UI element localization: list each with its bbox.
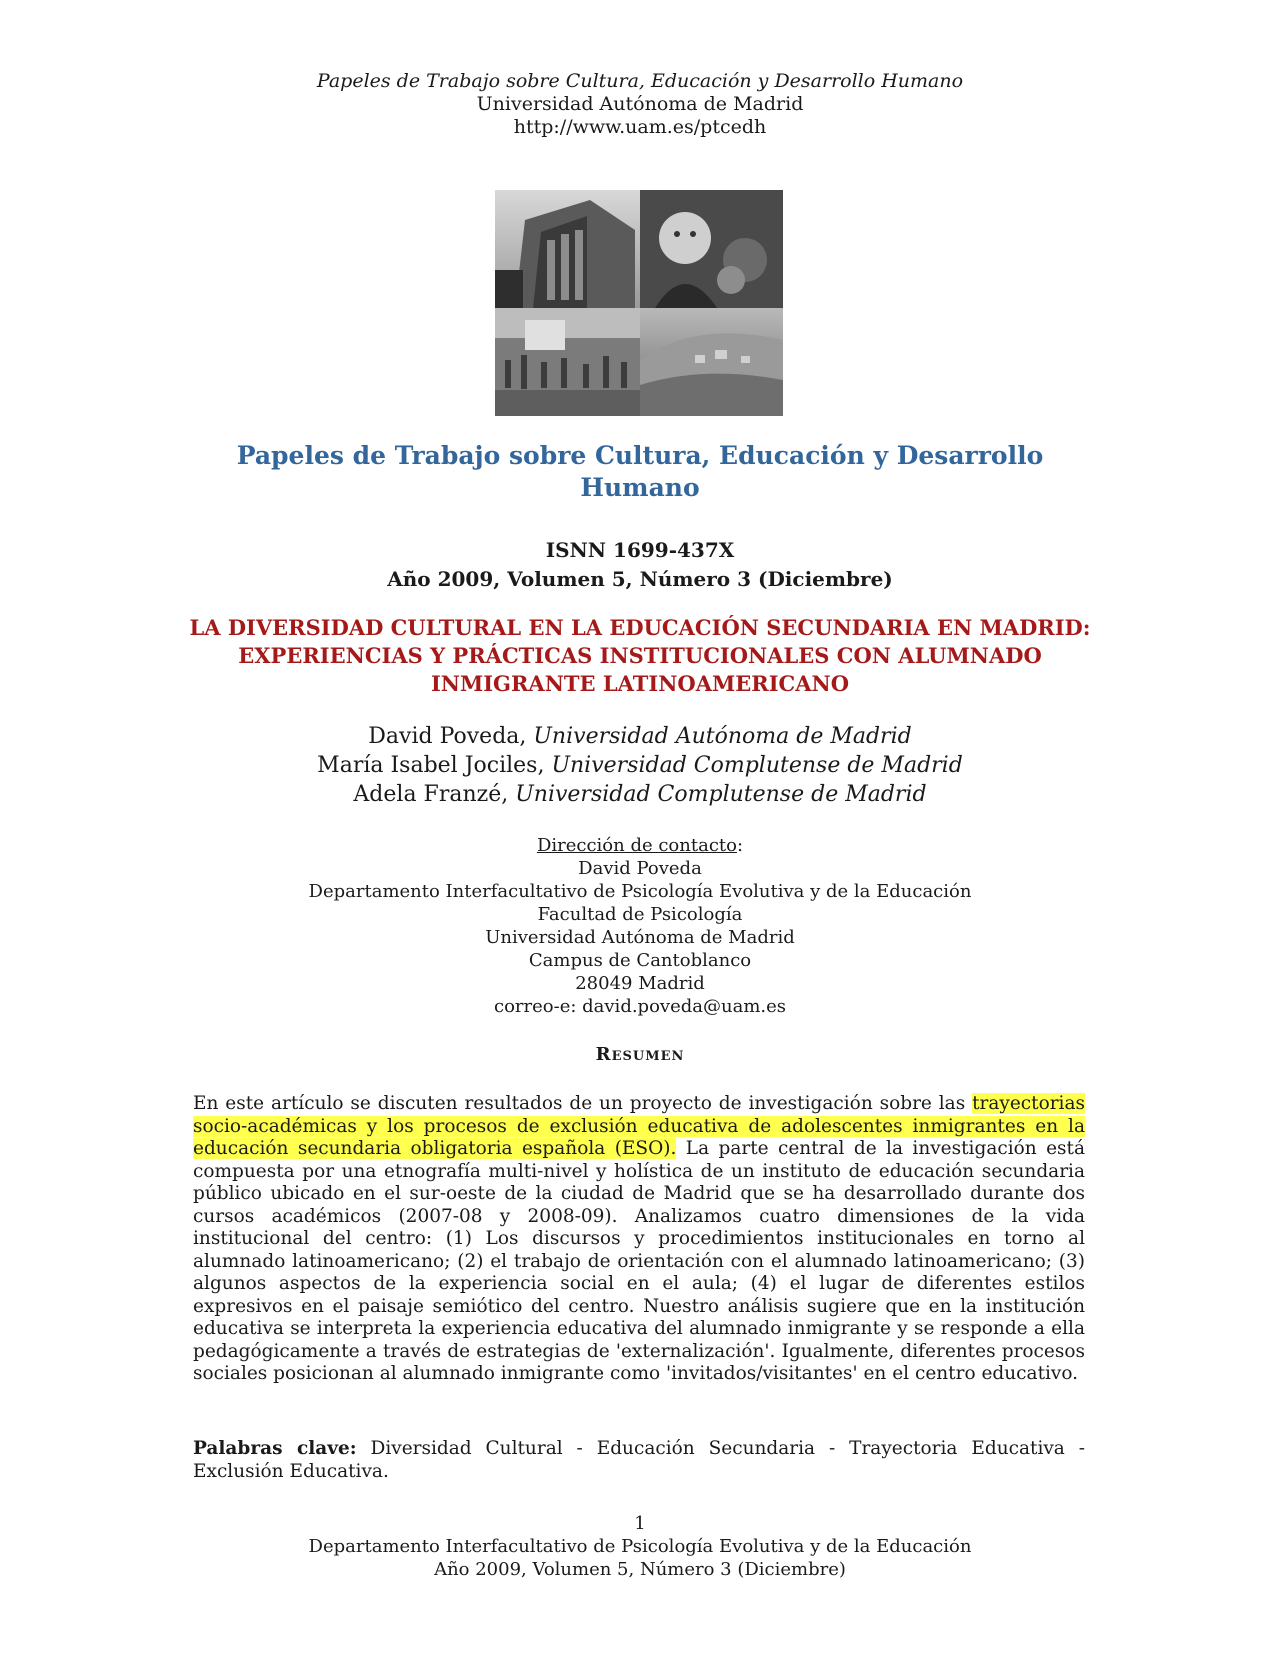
footer-issue: Año 2009, Volumen 5, Número 3 (Diciembre) — [434, 1559, 846, 1580]
keywords — [193, 1437, 1085, 1483]
author-line — [0, 722, 1280, 751]
page-footer — [0, 1512, 1280, 1581]
abstract-intro: En este artículo se discuten resultados de un proyecto de investigación sobre las — [193, 1093, 973, 1114]
contact-line: Facultad de Psicología — [537, 904, 743, 925]
page-number: 1 — [634, 1513, 646, 1534]
contact-line: Departamento Interfacultativo de Psicología Evolutiva y de la Educación — [308, 881, 972, 902]
abstract-paragraph — [193, 1093, 1085, 1386]
author-list — [0, 722, 1280, 809]
issue-info: Año 2009, Volumen 5, Número 3 (Diciembre) — [387, 567, 893, 591]
running-header — [0, 70, 1280, 139]
keywords-text: Diversidad Cultural - Educación Secundaria - Trayectoria Educativa - Exclusión Educativa. — [193, 1438, 1085, 1482]
author-affiliation: Universidad Complutense de Madrid — [551, 753, 963, 778]
author-name: David Poveda, — [368, 724, 534, 749]
author-affiliation: Universidad Complutense de Madrid — [515, 782, 927, 807]
issn-block — [0, 536, 1280, 594]
contact-line: Campus de Cantoblanco — [528, 950, 752, 971]
running-header-journal: Papeles de Trabajo sobre Cultura, Educación y Desarrollo Humano — [316, 70, 964, 92]
abstract-highlighted-text: trayectorias socio-académicas y los procesos de exclusión educativa de adolescentes inmigrantes en la educación secundaria obligatoria española (ESO). — [193, 1093, 1085, 1159]
abstract-body: La parte central de la investigación está compuesta por una etnografía multi-nivel y holística de un instituto de educación secundaria público ubicado en el sur-oeste de la ciudad de Madrid que se ha desarrollado durante dos cursos académicos (2007-08 y 2008-09). Analizamos cuatro dimensiones de la vida institucional del centro: (1) Los discursos y procedimientos institucionales en torno al alumnado latinoamericano; (2) el trabajo de orientación con el alumnado latinoamericano; (3) algunos aspectos de la experiencia social en el aula; (4) el lugar de diferentes estilos expresivos en el paisaje semiótico del centro. Nuestro análisis sugiere que en la institución educativa se interpreta la experiencia educativa del alumnado inmigrante y se responde a ella pedagógicamente a través de estrategias de 'externalización'. Igualmente, diferentes procesos sociales posicionan al alumnado inmigrante como 'invitados/visitantes' en el centro educativo. — [193, 1138, 1085, 1384]
contact-line: Universidad Autónoma de Madrid — [485, 927, 795, 948]
running-header-url[interactable]: http://www.uam.es/ptcedh — [513, 116, 767, 138]
contact-line: 28049 Madrid — [575, 973, 705, 994]
author-name: Adela Franzé, — [353, 782, 516, 807]
contact-label-colon: : — [736, 835, 744, 856]
contact-line: David Poveda — [578, 858, 702, 879]
author-line — [0, 780, 1280, 809]
article-title: LA DIVERSIDAD CULTURAL EN LA EDUCACIÓN SECUNDARIA EN MADRID: EXPERIENCIAS Y PRÁCTICAS INSTITUCIONALES CON ALUMNADO INMIGRANTE LATINOAMERICANO — [189, 615, 1091, 696]
resumen-heading: Resumen — [595, 1044, 685, 1065]
footer-department: Departamento Interfacultativo de Psicología Evolutiva y de la Educación — [308, 1536, 972, 1557]
author-name: María Isabel Jociles, — [317, 753, 552, 778]
journal-title: Papeles de Trabajo sobre Cultura, Educación y Desarrollo Humano — [236, 441, 1044, 502]
issn: ISNN 1699-437X — [545, 538, 735, 562]
contact-email[interactable]: correo-e: david.poveda@uam.es — [494, 996, 786, 1017]
contact-heading — [0, 834, 1280, 857]
running-header-university: Universidad Autónoma de Madrid — [476, 93, 804, 115]
author-affiliation: Universidad Autónoma de Madrid — [533, 724, 912, 749]
contact-block — [0, 834, 1280, 1018]
contact-label: Dirección de contacto — [536, 835, 737, 856]
photo-collage-image — [495, 190, 783, 416]
keywords-label: Palabras clave: — [193, 1438, 357, 1459]
cover-photo-collage — [495, 190, 783, 416]
author-line — [0, 751, 1280, 780]
